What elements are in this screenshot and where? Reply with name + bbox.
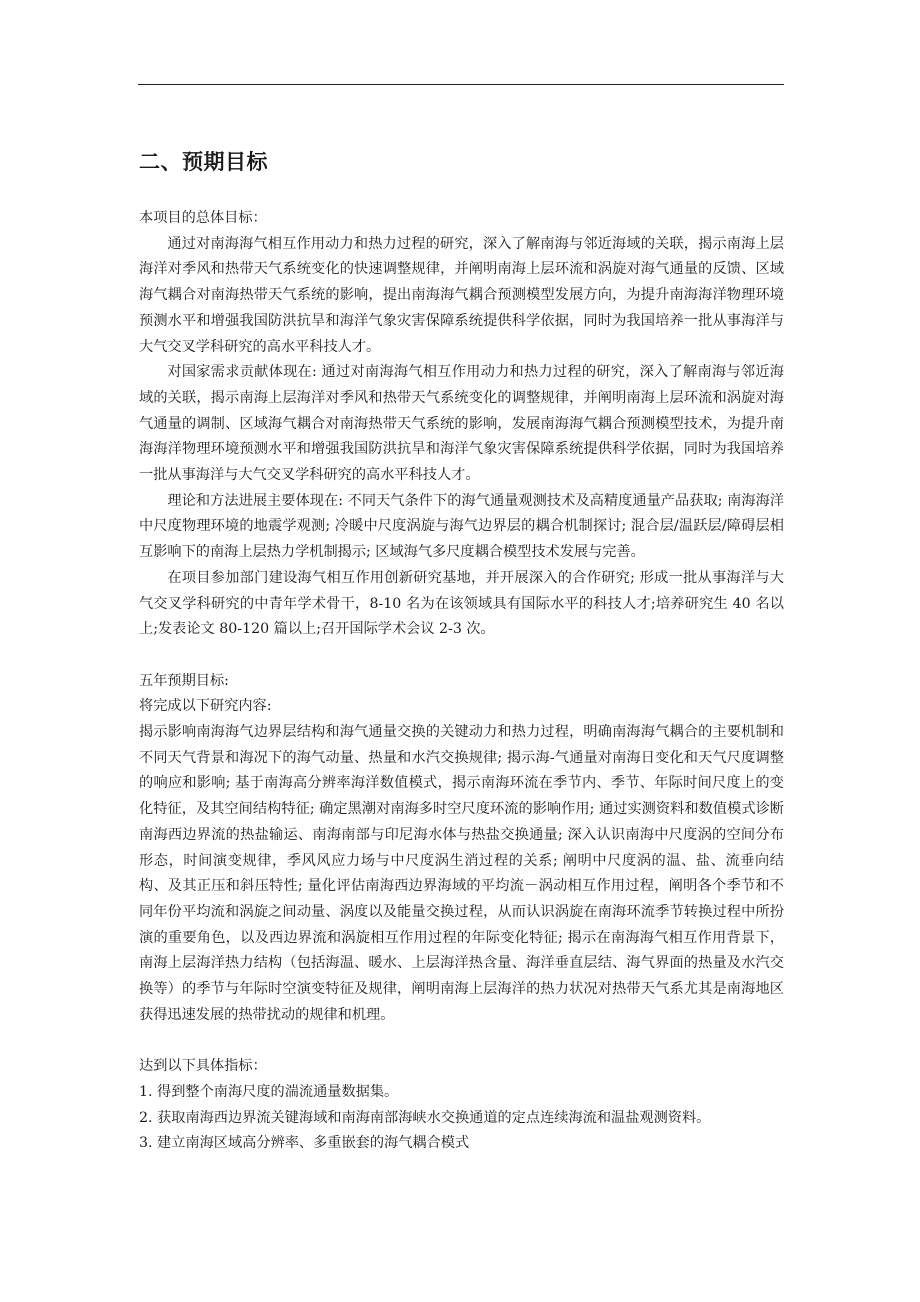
header-rule	[138, 84, 784, 85]
national-needs-paragraph: 对国家需求贡献体现在: 通过对南海海气相互作用动力和热力过程的研究，深入了解南海与邻近海域的关联，揭示南海上层海洋对季风和热带天气系统变化的调整规律，并阐明南海上层环流和涡旋对海气通量的调制、区域海气耦合对南海热带天气系统的影响，发展南海海气耦合预测模型技术，为提升南海海洋物理环境预测水平和增强我国防洪抗旱和海洋气象灾害保障系统提供科学依据，同时为我国培养一批从事海洋与大气交叉学科研究的高水平科技人才。	[139, 364, 784, 484]
list-item-number: 2.	[139, 1109, 153, 1126]
list-item-text: 得到整个南海尺度的湍流通量数据集。	[157, 1083, 399, 1100]
theory-progress-paragraph: 理论和方法进展主要体现在: 不同天气条件下的海气通量观测技术及高精度通量产品获取; 南海海洋中尺度物理环境的地震学观测; 冷暖中尺度涡旋与海气边界层的耦合机制探讨; 混合层/温跃层/障碍层相互影响下的南海上层热力学机制揭示; 区域海气多尺度耦合模型技术发展与完善。	[139, 492, 784, 561]
list-item-number: 1.	[139, 1083, 153, 1100]
list-item-text: 获取南海西边界流关键海域和南海南部海峡水交换通道的定点连续海流和温盐观测资料。	[157, 1109, 711, 1126]
list-item-number: 3.	[139, 1135, 153, 1152]
overall-goal-paragraph: 通过对南海海气相互作用动力和热力过程的研究，深入了解南海与邻近海域的关联，揭示南海上层海洋对季风和热带天气系统变化的快速调整规律，并阐明南海上层环流和涡旋对海气通量的反馈、区域海气耦合对南海热带天气系统的影响，提出南海海气耦合预测模型发展方向，为提升南海海洋物理环境预测水平和增强我国防洪抗旱和海洋气象灾害保障系统提供科学依据，同时为我国培养一批从事海洋与大气交叉学科研究的高水平科技人才。	[139, 235, 784, 355]
indicators-label: 达到以下具体指标：	[139, 1058, 267, 1075]
five-year-sublabel: 将完成以下研究内容:	[139, 698, 272, 715]
list-item	[139, 1080, 784, 1106]
team-building-paragraph: 在项目参加部门建设海气相互作用创新研究基地，并开展深入的合作研究; 形成一批从事海洋与大气交叉学科研究的中青年学术骨干，8-10 名为在该领域具有国际水平的科技人才;培养研究生 40 名以上;发表论文 80-120 篇以上;召开国际学术会议 2-3 次。	[139, 569, 784, 638]
list-item	[139, 1131, 784, 1157]
indicators-list	[139, 1080, 784, 1157]
five-year-body: 揭示影响南海海气边界层结构和海气通量交换的关键动力和热力过程，明确南海海气耦合的主要机制和不同天气背景和海况下的海气动量、热量和水汽交换规律; 揭示海-气通量对南海日变化和天气尺度调整的响应和影响; 基于南海高分辨率海洋数值模式，揭示南海环流在季节内、季节、年际时间尺度上的变化特征，及其空间结构特征; 确定黑潮对南海多时空尺度环流的影响作用; 通过实测资料和数值模式诊断南海西边界流的热盐输运、南海南部与印尼海水体与热盐交换通量; 深入认识南海中尺度涡的空间分布形态，时间演变规律，季风风应力场与中尺度涡生消过程的关系; 阐明中尺度涡的温、盐、流垂向结构、及其正压和斜压特性; 量化评估南海西边界海域的平均流－涡动相互作用过程，阐明各个季节和不同年份平均流和涡旋之间动量、涡度以及能量交换过程，从而认识涡旋在南海环流季节转换过程中所扮演的重要角色，以及西边界流和涡旋相互作用过程的年际变化特征; 揭示在南海海气相互作用背景下，南海上层海洋热力结构（包括海温、暖水、上层海洋热含量、海洋垂直层结、海气界面的热量及水汽交换等）的季节与年际时空演变特征及规律，阐明南海上层海洋的热力状况对热带天气系尤其是南海地区获得迅速发展的热带扰动的规律和机理。	[139, 724, 784, 1023]
paragraph-gap	[139, 1028, 784, 1054]
paragraph-gap	[139, 643, 784, 669]
document-body	[139, 206, 784, 1157]
list-item-text: 建立南海区域高分辨率、多重嵌套的海气耦合模式	[157, 1135, 470, 1152]
section-heading: 二、预期目标	[139, 150, 268, 174]
five-year-goal-label: 五年预期目标:	[139, 672, 229, 689]
list-item	[139, 1106, 784, 1132]
overall-goal-label: 本项目的总体目标：	[139, 210, 267, 226]
